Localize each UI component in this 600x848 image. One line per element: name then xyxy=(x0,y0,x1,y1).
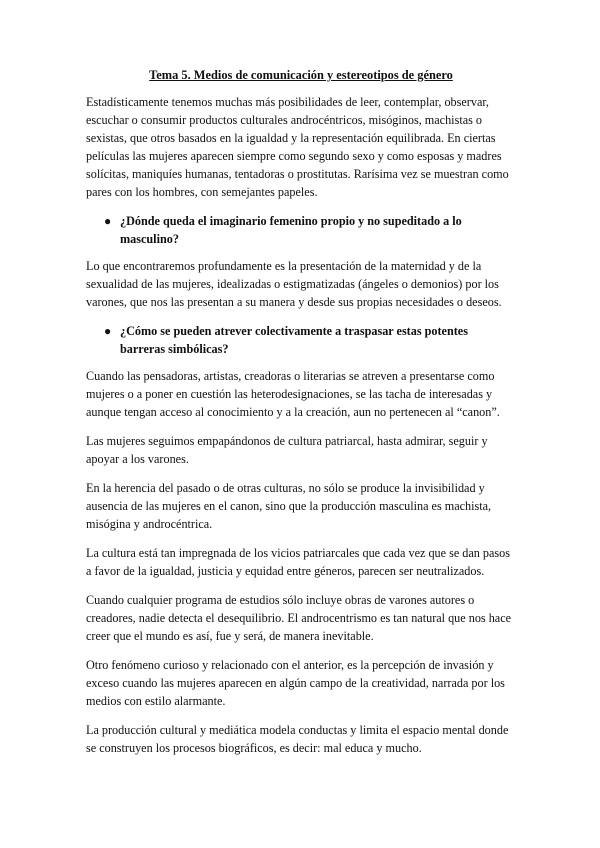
document-page xyxy=(86,66,516,768)
paragraph-pensadoras: Cuando las pensadoras, artistas, creadoras o literarias se atreven a presentarse como mujeres o a poner en cuestión las heterodesignaciones, se las tacha de interesadas y aunque tengan acceso al conocimiento y a la creación, aun no pertenecen al “canon”. xyxy=(86,369,500,419)
bullet-icon: ● xyxy=(104,214,112,228)
paragraph-cultura-patriarcal: Las mujeres seguimos empapándonos de cultura patriarcal, hasta admirar, seguir y apoyar a los varones. xyxy=(86,434,488,466)
bullet-icon: ● xyxy=(104,324,112,338)
paragraph-herencia: En la herencia del pasado o de otras culturas, no sólo se produce la invisibilidad y ausencia de las mujeres en el canon, sino que la producción masculina es machista, misógina y androcéntrica. xyxy=(86,481,492,531)
paragraph-vicios: La cultura está tan impregnada de los vicios patriarcales que cada vez que se dan pasos a favor de la igualdad, justicia y equidad entre géneros, parecen ser neutralizados. xyxy=(86,546,511,578)
bullet-question-text: ¿Dónde queda el imaginario femenino propio y no supeditado a lo masculino? xyxy=(120,214,462,246)
paragraph-intro: Estadísticamente tenemos muchas más posibilidades de leer, contemplar, observar, escuchar o consumir productos culturales androcéntricos, misóginos, machistas o sexistas, que otros basados en la igualdad y la representación equilibrada. En ciertas películas las mujeres aparecen siempre como segundo sexo y como esposas y madres solícitas, maniquíes humanas, tentadoras o prostitutas. Rarísima vez se muestran como pares con los hombres, con semejantes papeles. xyxy=(86,95,509,199)
paragraph-maternidad: Lo que encontraremos profundamente es la presentación de la maternidad y de la sexualidad de las mujeres, idealizadas o estigmatizadas (ángeles o demonios) por los varones, que nos las presentan a su manera y desde sus propias necesidades o deseos. xyxy=(86,259,502,309)
paragraph-programa-estudios: Cuando cualquier programa de estudios sólo incluye obras de varones autores o creadores, nadie detecta el desequilibrio. El androcentrismo es tan natural que nos hace creer que el mundo es así, fue y será, de manera inevitable. xyxy=(86,593,512,643)
paragraph-produccion-cultural: La producción cultural y mediática modela conductas y limita el espacio mental donde se construyen los procesos biográficos, es decir: mal educa y mucho. xyxy=(86,723,509,755)
paragraph-invasion: Otro fenómeno curioso y relacionado con el anterior, es la percepción de invasión y exceso cuando las mujeres aparecen en algún campo de la creatividad, narrada por los medios con estilo alarmante. xyxy=(86,658,505,708)
bullet-question-barreras xyxy=(86,322,516,358)
bullet-question-imaginario xyxy=(86,212,516,248)
bullet-question-text: ¿Cómo se pueden atrever colectivamente a traspasar estas potentes barreras simbólicas? xyxy=(120,324,468,356)
document-title: Tema 5. Medios de comunicación y estereotipos de género xyxy=(149,68,453,82)
